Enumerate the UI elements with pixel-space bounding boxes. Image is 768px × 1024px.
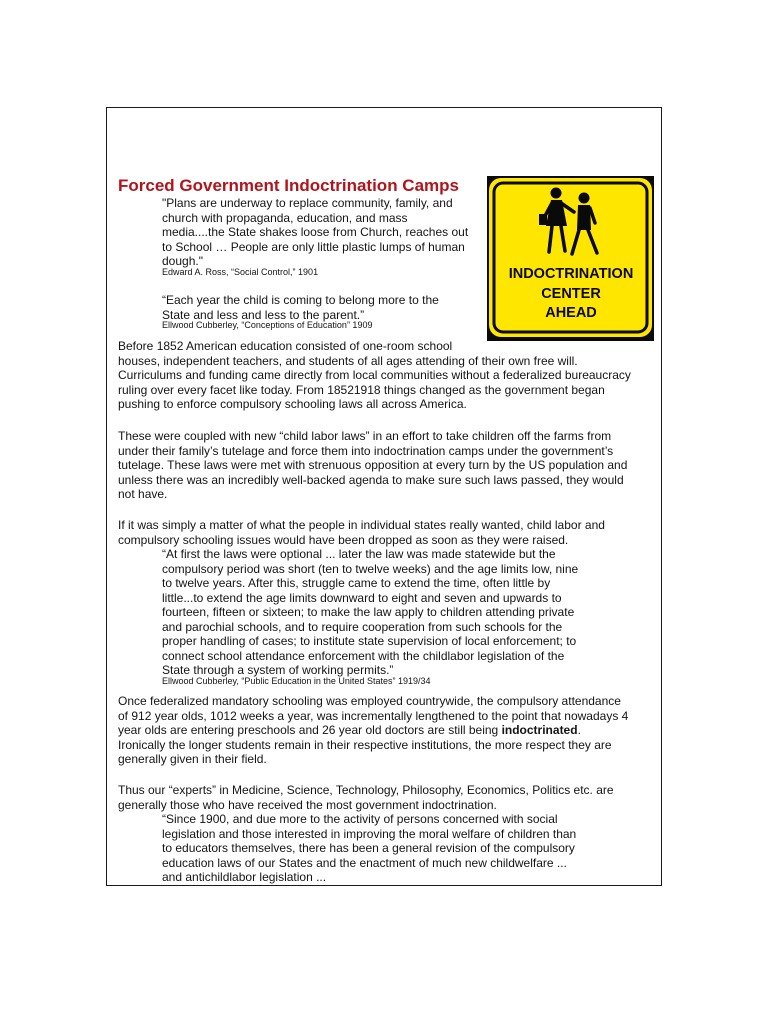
quote-line: education laws of our States and the enactment of much new childwelfare ... [162,855,567,870]
paragraph-line: not have. [118,487,168,501]
emphasized-word: indoctrinated [501,723,578,737]
paragraph-line: of 912 year olds, 1012 weeks a year, was incrementally lengthened to the point that nowadays 4 [118,708,629,723]
paragraph-line: Before 1852 American education consisted of one-room school [118,339,453,353]
block-quote [162,547,578,687]
quote-line: “Since 1900, and due more to the activity of persons concerned with social [162,812,558,826]
quote-attribution: Edward A. Ross, “Social Control,” 1901 [162,266,319,277]
paragraph-line: Curriculums and funding came directly from local communities without a federalized bureaucracy [118,368,631,382]
paragraph [118,518,605,547]
quote-line: legislation and those interested in improving the moral welfare of children than [162,826,577,841]
quote-line: State and less and less to the parent.” [162,307,365,322]
quote-line: dough." [162,254,203,268]
paragraph-line: If it was simply a matter of what the people in individual states really wanted, child labor and [118,518,605,532]
quote-line: "Plans are underway to replace community, family, and [162,196,453,210]
paragraph-line: Thus our “experts” in Medicine, Science, Technology, Philosophy, Economics, Politics etc. are [118,783,614,797]
quote-line: “Each year the child is coming to belong more to the [162,293,439,307]
paragraph-line: tutelage. These laws were met with strenuous opposition at every turn by the US population and [118,458,628,472]
quote-line: compulsory period was short (ten to twelve weeks) and the age limits low, nine [162,561,579,576]
block-quote [162,196,468,278]
quote-line: proper handling of cases; to institute state supervision of local enforcement; to [162,634,577,648]
paragraph-line: unless there was an incredibly well-backed agenda to make sure such laws passed, they would [118,472,624,487]
paragraph-line: compulsory schooling issues would have been dropped as soon as they were raised. [118,532,569,547]
quote-line: little...to extend the age limits downward to eight and seven and upwards to [162,590,562,605]
paragraph-line: Ironically the longer students remain in their respective institutions, the more respect they are [118,737,612,752]
paragraph-line: houses, independent teachers, and students of all ages attending of their own free will. [118,353,578,368]
quote-line: State through a system of working permits.” [162,663,394,677]
quote-line: “At first the laws were optional ... later the law was made statewide but the [162,547,556,561]
page-title: Forced Government Indoctrination Camps [118,176,459,195]
quote-line: connect school attendance enforcement with the childlabor legislation of the [162,648,565,663]
quote-line: church with propaganda, education, and mass [162,210,408,225]
paragraph-line: generally given in their field. [118,752,267,766]
sign-text-line: AHEAD [545,305,597,321]
quote-line: media....the State shakes loose from Church, reaches out [162,225,469,239]
block-quote [162,293,439,331]
quote-attribution: Ellwood Cubberley, “Conceptions of Education” 1909 [162,320,373,330]
paragraph-line: under their family’s tutelage and force them into indoctrination camps under the government’s [118,443,614,458]
quote-line: and antichildlabor legislation ... [162,870,327,884]
quote-attribution: Ellwood Cubberley, “Public Education in the United States” 1919/34 [162,675,431,686]
quote-line: and parochial schools, and to require cooperation from such schools for the [162,619,563,634]
paragraph-line: generally those who have received the most government indoctrination. [118,797,497,812]
paragraph [118,694,628,767]
quote-line: to School … People are only little plastic lumps of human [162,239,465,254]
quote-line: to educators themselves, there has been a general revision of the compulsory [162,841,575,855]
paragraph [118,783,614,812]
paragraph-line: Once federalized mandatory schooling was employed countrywide, the compulsory attendance [118,694,621,708]
sign-text-line: INDOCTRINATION [508,266,634,282]
quote-line: fourteen, fifteen or sixteen; to make the law apply to children attending private [162,605,575,619]
paragraph [118,339,631,412]
text-span: . [577,723,581,737]
paragraph-line [118,723,628,738]
paragraph-line: ruling over every facet like today. From 18521918 things changed as the government began [118,382,605,397]
paragraph-line: pushing to enforce compulsory schooling laws all across America. [118,397,467,411]
text-span: year olds are entering preschools and 26 year old doctors are still being [118,723,502,737]
paragraph [118,429,627,502]
quote-line: to twelve years. After this, struggle came to extend the time, often little by [162,576,551,590]
block-quote [162,812,576,885]
paragraph-line: These were coupled with new “child labor laws” in an effort to take children off the farms from [118,429,612,443]
sign-text-line: CENTER [541,286,601,302]
